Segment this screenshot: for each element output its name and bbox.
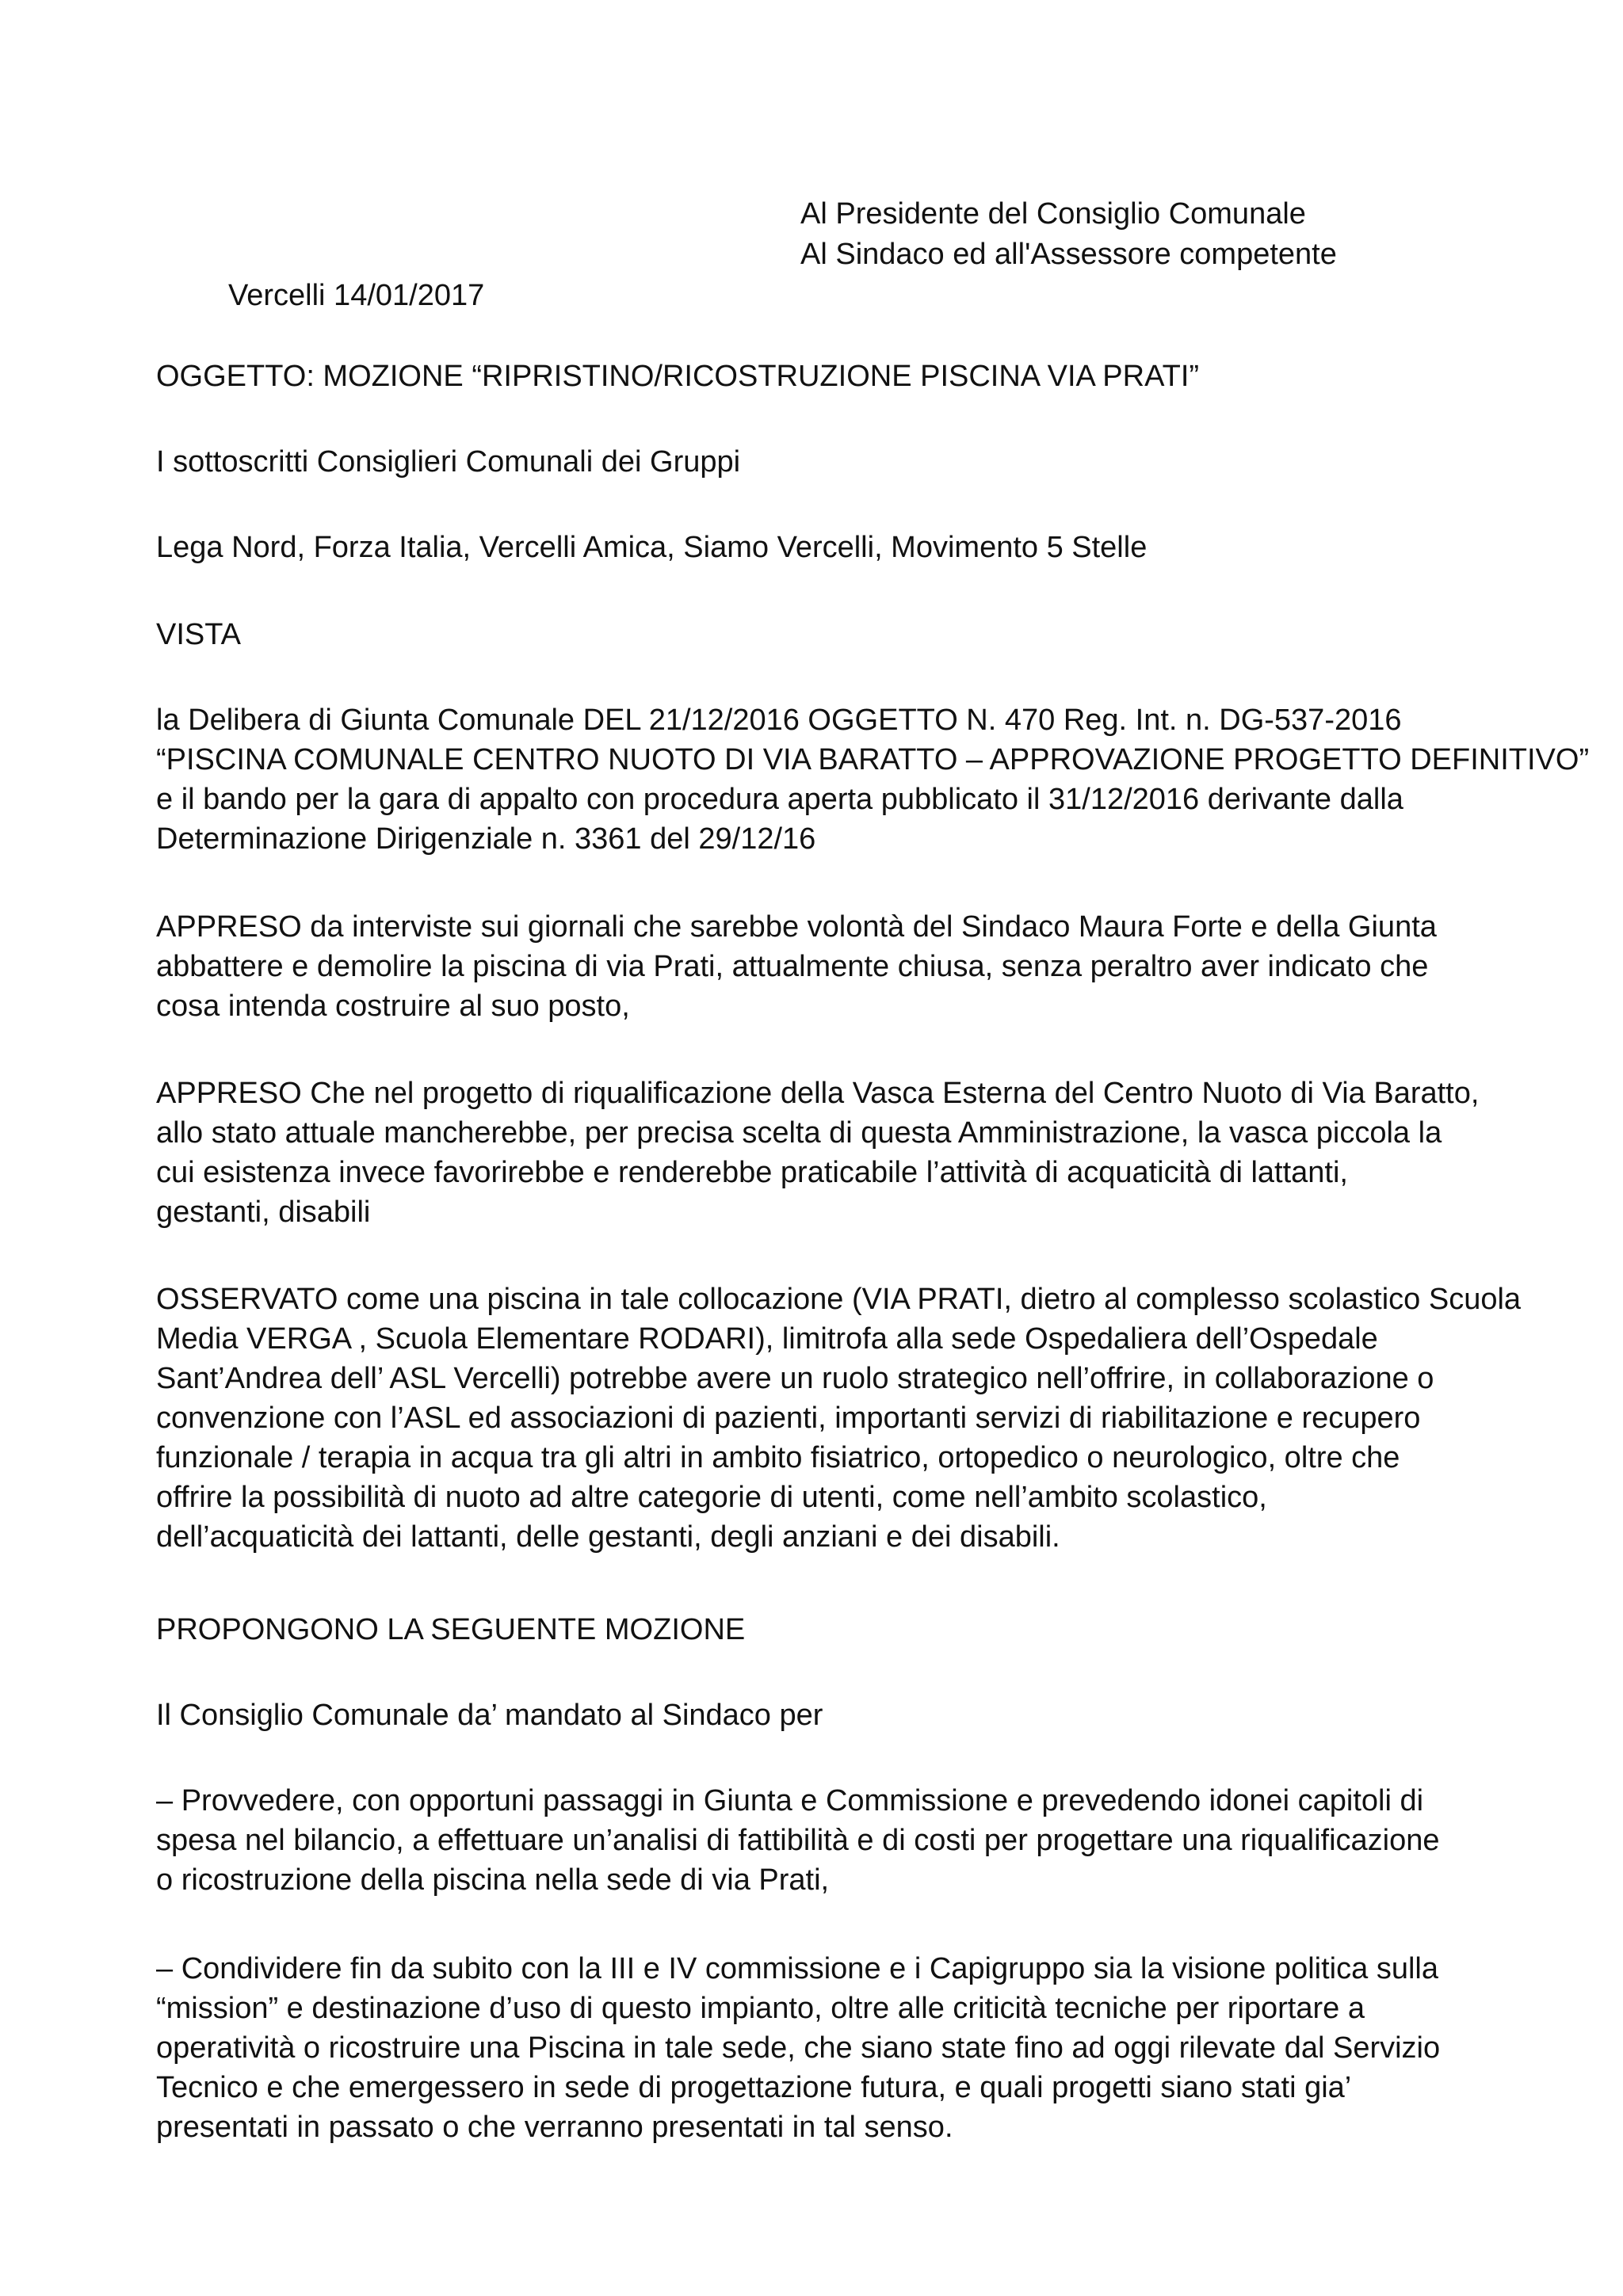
point-2-line: presentati in passato o che verranno presentati in tal senso.: [156, 2111, 953, 2144]
osservato-line: dell’acquaticità dei lattanti, delle gestanti, degli anziani e dei disabili.: [156, 1520, 1060, 1554]
osservato-paragraph: [156, 1280, 1521, 1557]
recipient-line-2: Al Sindaco ed all'Assessore competente: [800, 238, 1337, 271]
vista-line: Determinazione Dirigenziale n. 3361 del 29/12/16: [156, 822, 816, 856]
osservato-line: Sant’Andrea dell’ ASL Vercelli) potrebbe avere un ruolo strategico nell’offrire, in collaborazione o: [156, 1362, 1434, 1395]
osservato-line: funzionale / terapia in acqua tra gli altri in ambito fisiatrico, ortopedico o neurologico, oltre che: [156, 1441, 1400, 1474]
appreso-paragraph-2: [156, 1074, 1479, 1232]
point-1-line: – Provvedere, con opportuni passaggi in Giunta e Commissione e prevedendo idonei capitoli di: [156, 1784, 1424, 1817]
osservato-line: OSSERVATO come una piscina in tale collocazione (VIA PRATI, dietro al complesso scolastico Scuola: [156, 1283, 1522, 1316]
appreso-2-line: gestanti, disabili: [156, 1196, 371, 1229]
vista-paragraph: [156, 700, 1589, 859]
point-2-line: – Condividere fin da subito con la III e IV commissione e i Capigruppo sia la visione politica sulla: [156, 1952, 1438, 1985]
osservato-line: convenzione con l’ASL ed associazioni di pazienti, importanti servizi di riabilitazione e recupero: [156, 1402, 1421, 1435]
point-1-paragraph: [156, 1781, 1440, 1900]
vista-line: la Delibera di Giunta Comunale DEL 21/12/2016 OGGETTO N. 470 Reg. Int. n. DG-537-2016: [156, 704, 1402, 737]
point-2-line: “mission” e destinazione d’uso di questo impianto, oltre alle criticità tecniche per riportare a: [156, 1992, 1365, 2025]
osservato-line: Media VERGA , Scuola Elementare RODARI), limitrofa alla sede Ospedaliera dell’Ospedale: [156, 1322, 1378, 1356]
appreso-1-line: abbattere e demolire la piscina di via Prati, attualmente chiusa, senza peraltro aver indicato che: [156, 950, 1429, 983]
groups-line: Lega Nord, Forza Italia, Vercelli Amica, Siamo Vercelli, Movimento 5 Stelle: [156, 531, 1148, 564]
intro-line: I sottoscritti Consiglieri Comunali dei Gruppi: [156, 445, 741, 479]
subject-line: OGGETTO: MOZIONE “RIPRISTINO/RICOSTRUZIONE PISCINA VIA PRATI”: [156, 360, 1200, 393]
osservato-line: offrire la possibilità di nuoto ad altre categorie di utenti, come nell’ambito scolastico,: [156, 1481, 1267, 1514]
mandate-intro: Il Consiglio Comunale da’ mandato al Sindaco per: [156, 1699, 823, 1732]
appreso-1-line: APPRESO da interviste sui giornali che sarebbe volontà del Sindaco Maura Forte e della Giunta: [156, 910, 1437, 944]
recipient-line-1: Al Presidente del Consiglio Comunale: [800, 197, 1306, 231]
point-2-line: Tecnico e che emergessero in sede di progettazione futura, e quali progetti siano stati gia’: [156, 2071, 1352, 2104]
appreso-2-line: APPRESO Che nel progetto di riqualificazione della Vasca Esterna del Centro Nuoto di Via Baratto,: [156, 1077, 1480, 1110]
point-1-line: spesa nel bilancio, a effettuare un’analisi di fattibilità e di costi per progettare una riqualificazione: [156, 1824, 1440, 1857]
vista-line: “PISCINA COMUNALE CENTRO NUOTO DI VIA BARATTO – APPROVAZIONE PROGETTO DEFINITIVO”: [156, 743, 1590, 776]
proposal-heading: PROPONGONO LA SEGUENTE MOZIONE: [156, 1613, 746, 1646]
point-1-line: o ricostruzione della piscina nella sede di via Prati,: [156, 1863, 830, 1897]
point-2-line: operatività o ricostruire una Piscina in tale sede, che siano state fino ad oggi rilevate dal Servizio: [156, 2031, 1441, 2065]
place-date: Vercelli 14/01/2017: [228, 279, 485, 312]
appreso-1-line: cosa intenda costruire al suo posto,: [156, 990, 630, 1023]
appreso-2-line: allo stato attuale mancherebbe, per precisa scelta di questa Amministrazione, la vasca piccola la: [156, 1116, 1442, 1150]
appreso-paragraph-1: [156, 907, 1437, 1026]
vista-line: e il bando per la gara di appalto con procedura aperta pubblicato il 31/12/2016 derivante dalla: [156, 783, 1403, 816]
vista-heading: VISTA: [156, 618, 241, 651]
appreso-2-line: cui esistenza invece favorirebbe e renderebbe praticabile l’attività di acquaticità di lattanti,: [156, 1156, 1348, 1189]
point-2-paragraph: [156, 1949, 1440, 2147]
